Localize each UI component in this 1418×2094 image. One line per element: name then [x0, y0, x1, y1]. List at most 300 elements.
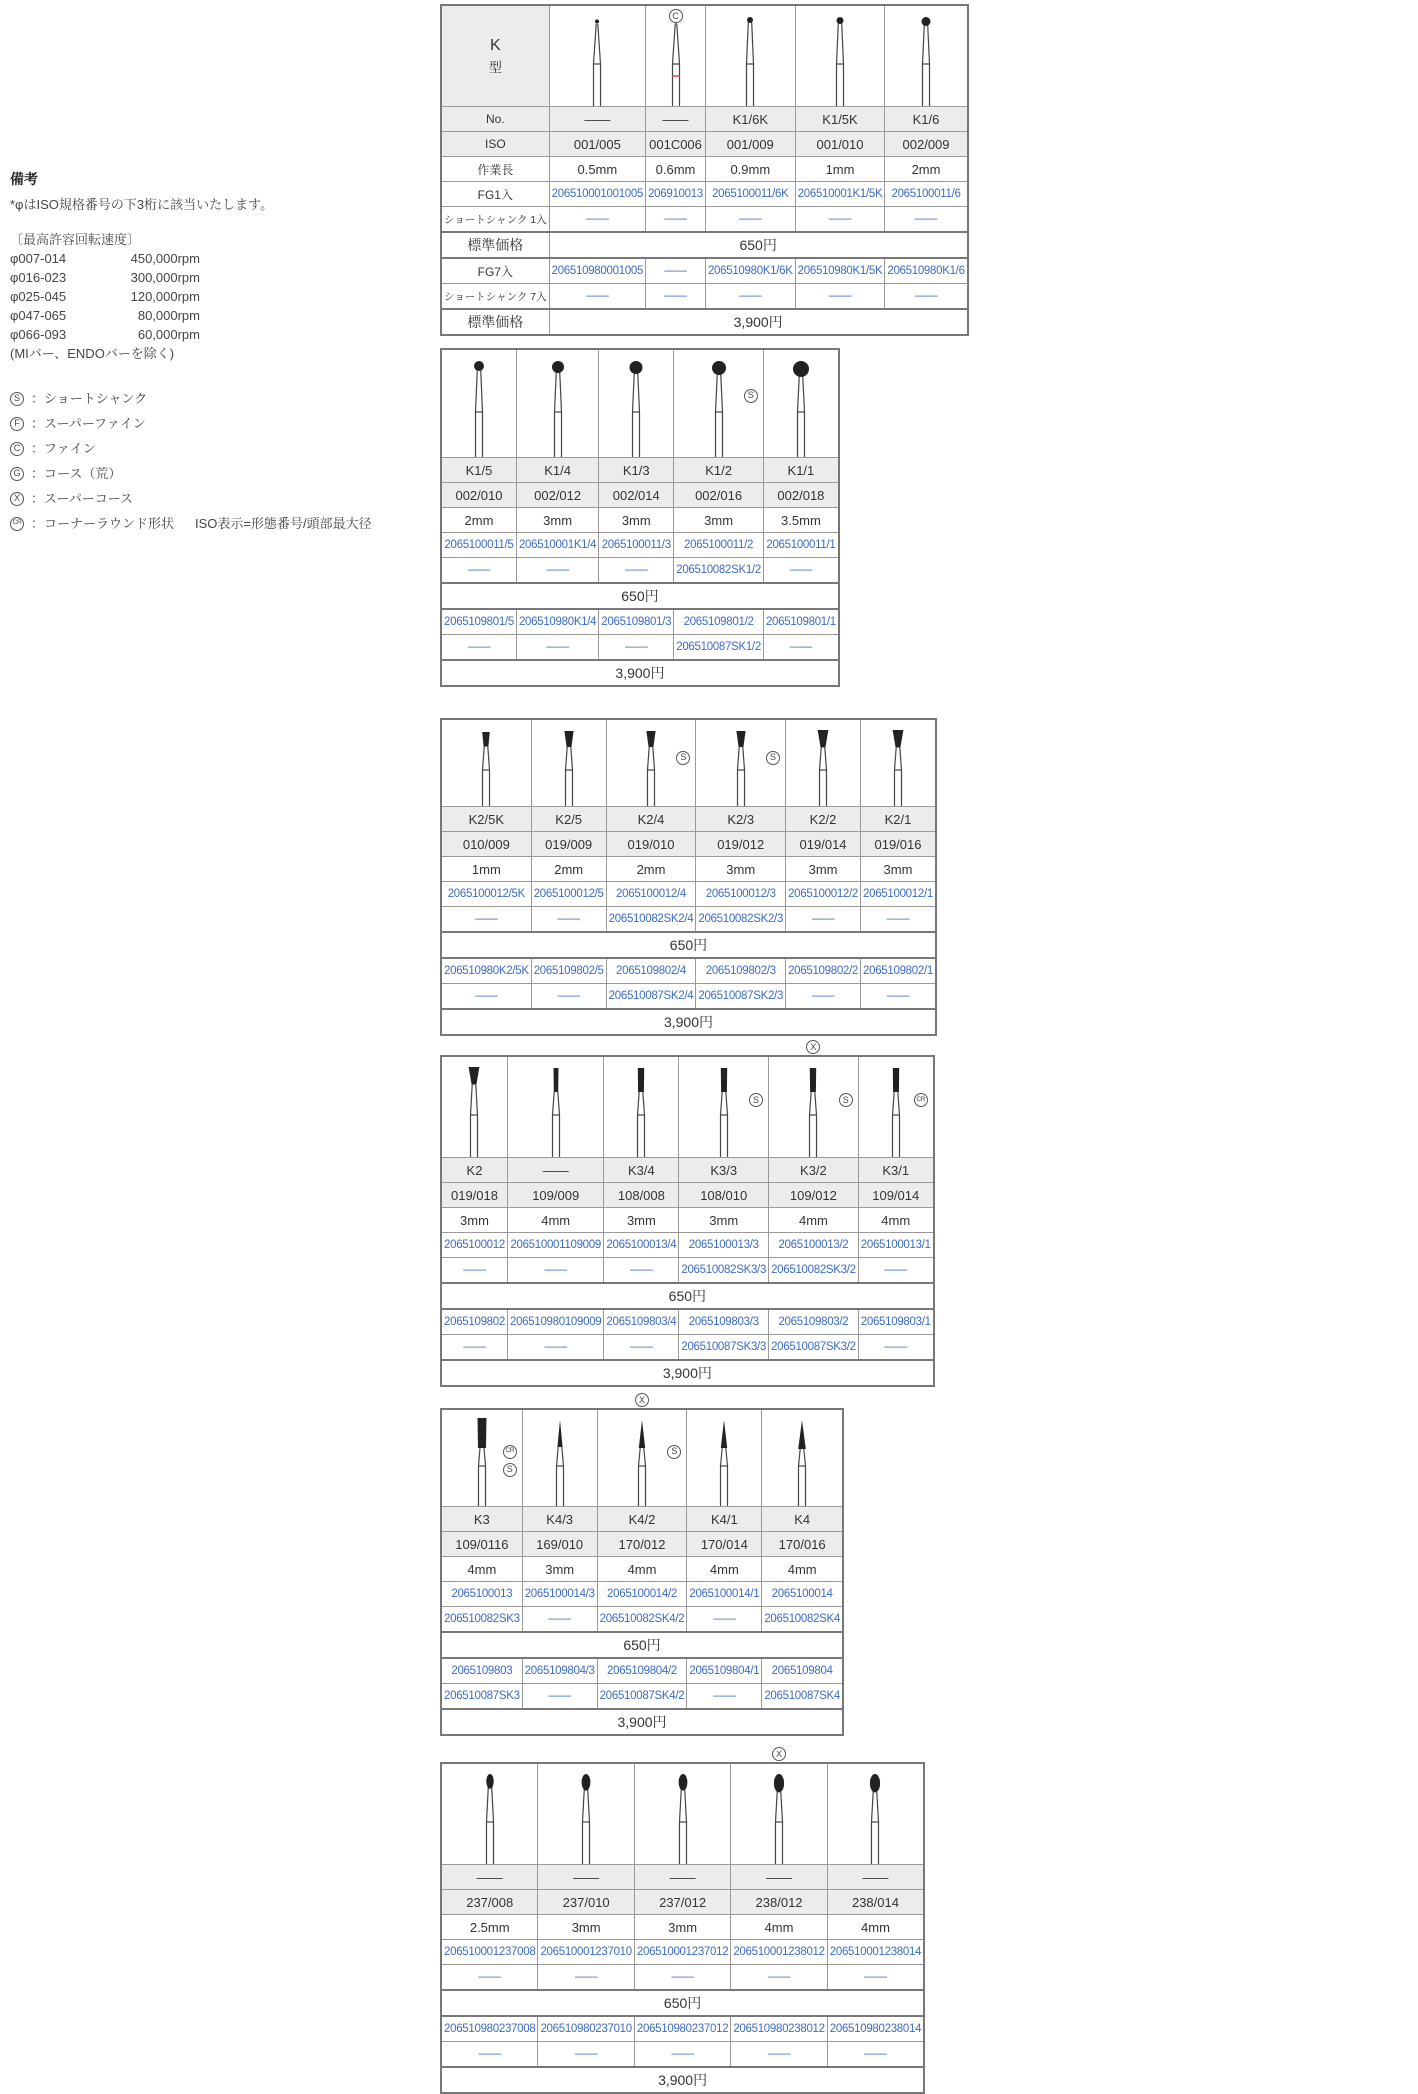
- iso-cell: 010/009: [441, 832, 531, 857]
- sk7-code-cell: 206510087SK1/2: [674, 635, 764, 661]
- len-cell: 4mm: [858, 1208, 933, 1233]
- no-cell: K1/5K: [795, 107, 885, 132]
- fg7-code-cell: 206510980109009: [507, 1309, 603, 1335]
- circle-s-icon: S: [744, 389, 758, 403]
- fg1-code-cell: 2065100011/6: [885, 182, 968, 207]
- no-row: [441, 107, 968, 132]
- sk7-code-cell: ——: [604, 1335, 679, 1361]
- bur-icon: [538, 1764, 633, 1864]
- bur-icon: [706, 6, 795, 106]
- fg1-code-cell: 2065100012/1: [861, 882, 936, 907]
- sk1-code-cell: ——: [522, 1607, 597, 1633]
- sk1-code-cell: 206510082SK3/3: [679, 1258, 769, 1284]
- fg7-code-cell: 206510980237012: [634, 2016, 730, 2042]
- sk1-code-cell: ——: [705, 207, 795, 233]
- price-cell: 3,900円: [441, 1709, 843, 1735]
- bur-illustration-cell: [674, 349, 764, 458]
- price-row: [441, 1283, 934, 1309]
- bur-illustration-cell: [549, 5, 645, 107]
- fg1-code-cell: 2065100012/3: [696, 882, 786, 907]
- fg1-code-cell: 2065100012/5: [531, 882, 606, 907]
- speed-range: φ066-093: [10, 327, 67, 342]
- bur-illustration-cell: [679, 1056, 769, 1158]
- len-cell: 1mm: [795, 157, 885, 182]
- sk7-code-cell: 206510087SK3/3: [679, 1335, 769, 1361]
- sk1-code-cell: ——: [516, 558, 598, 584]
- len-cell: 4mm: [597, 1557, 687, 1582]
- remarks-title: 備考: [10, 171, 38, 187]
- sk1-code-cell: 206510082SK2/3: [696, 907, 786, 933]
- len-cell: 3mm: [861, 857, 936, 882]
- circle-g-icon: G: [10, 467, 24, 481]
- bur-illustration-cell: [885, 5, 968, 107]
- illustration-row: [441, 719, 936, 807]
- fg7-code-cell: ——: [646, 258, 706, 284]
- no-cell: K2/4: [606, 807, 696, 832]
- sk7-code-cell: ——: [795, 284, 885, 310]
- bur-illustration-cell: [861, 719, 936, 807]
- product-table-4: [440, 1041, 935, 1387]
- sk7-row: [441, 2042, 924, 2068]
- sk1-code-cell: ——: [604, 1258, 679, 1284]
- fg1-code-cell: 2065100011/3: [599, 533, 674, 558]
- len-cell: 3mm: [786, 857, 861, 882]
- fg7-code-cell: 2065109804/2: [597, 1658, 687, 1684]
- sk7-code-cell: ——: [687, 1684, 762, 1710]
- fg1-code-cell: 206510001238012: [731, 1940, 827, 1965]
- fg1-row: [441, 182, 968, 207]
- circle-cr-icon: CR: [10, 517, 24, 531]
- product-table-6: [440, 1748, 925, 2094]
- bur-illustration-cell: [441, 719, 531, 807]
- price-row: [441, 1632, 843, 1658]
- len-cell: 3.5mm: [763, 508, 838, 533]
- len-cell: 3mm: [679, 1208, 769, 1233]
- sk1-code-cell: ——: [786, 907, 861, 933]
- no-cell: K3/3: [679, 1158, 769, 1183]
- fg1-code-cell: 206510001237008: [441, 1940, 538, 1965]
- iso-cell: 108/008: [604, 1183, 679, 1208]
- iso-cell: 019/018: [441, 1183, 507, 1208]
- len-cell: 3mm: [674, 508, 764, 533]
- fg7-code-cell: 2065109801/5: [441, 609, 516, 635]
- bur-icon: [796, 6, 885, 106]
- fg7-code-cell: 2065109801/2: [674, 609, 764, 635]
- circle-s-icon: S: [839, 1093, 853, 1107]
- iso-cell: 001/009: [705, 132, 795, 157]
- bur-icon: [532, 720, 606, 806]
- price-cell: 650円: [549, 232, 968, 258]
- no-cell: ——: [827, 1865, 924, 1890]
- sk1-code-cell: 206510082SK4/2: [597, 1607, 687, 1633]
- grit-symbols: [766, 751, 780, 765]
- bur-illustration-cell: [531, 719, 606, 807]
- fg1-code-cell: 2065100012/4: [606, 882, 696, 907]
- iso-row: [441, 1890, 924, 1915]
- no-cell: K4/1: [687, 1507, 762, 1532]
- sk1-code-cell: ——: [441, 907, 531, 933]
- bur-illustration-cell: [522, 1409, 597, 1507]
- legend-text: ：スーパーファイン: [31, 416, 146, 431]
- circle-s-icon: S: [10, 392, 24, 406]
- bur-icon: [604, 1057, 678, 1157]
- bur-illustration-cell: [599, 349, 674, 458]
- sk7-row: [441, 284, 968, 310]
- fg7-code-cell: 206510980K1/6: [885, 258, 968, 284]
- bur-illustration-cell: [646, 5, 706, 107]
- sk7-code-cell: 206510087SK4/2: [597, 1684, 687, 1710]
- sk1-code-cell: ——: [441, 558, 516, 584]
- product-table-1: [440, 4, 969, 336]
- iso-cell: 238/014: [827, 1890, 924, 1915]
- bur-icon: [859, 1057, 933, 1157]
- sk7-code-cell: ——: [441, 2042, 538, 2068]
- iso-cell: 001C006: [646, 132, 706, 157]
- bur-illustration-cell: [827, 1763, 924, 1865]
- circle-cr-icon: CR: [914, 1093, 928, 1107]
- remarks-note: *φはISO規格番号の下3桁に該当いたします。: [10, 197, 274, 212]
- sk1-code-cell: ——: [763, 558, 838, 584]
- grit-symbols: [749, 1093, 763, 1107]
- len-row: [441, 857, 936, 882]
- circle-s-icon: S: [667, 1445, 681, 1459]
- sk7-row: [441, 1335, 934, 1361]
- sk1-code-cell: ——: [507, 1258, 603, 1284]
- bur-illustration-cell: [441, 1409, 522, 1507]
- circle-x-icon: X: [10, 492, 24, 506]
- sk7-code-cell: ——: [516, 635, 598, 661]
- speed-range: φ047-065: [10, 308, 67, 323]
- no-cell: K2/3: [696, 807, 786, 832]
- fg7-row: [441, 609, 839, 635]
- speed-line: [10, 249, 435, 268]
- sk1-code-cell: 206510082SK1/2: [674, 558, 764, 584]
- sk7-code-cell: ——: [786, 984, 861, 1010]
- legend-text: ：スーパーコース: [31, 491, 134, 506]
- price-cell: 650円: [441, 1632, 843, 1658]
- iso-cell: 238/012: [731, 1890, 827, 1915]
- sk7-row: [441, 984, 936, 1010]
- fg7-code-cell: 206510980237008: [441, 2016, 538, 2042]
- price-row: [441, 1009, 936, 1035]
- sk1-row: [441, 558, 839, 584]
- circle-x-icon: X: [806, 1040, 820, 1054]
- fg7-code-cell: 206510980K1/5K: [795, 258, 885, 284]
- sk1-code-cell: ——: [538, 1965, 634, 1991]
- bur-illustration-cell: [538, 1763, 634, 1865]
- speed-range: φ016-023: [10, 270, 67, 285]
- len-cell: 3mm: [441, 1208, 507, 1233]
- no-cell: K2/5: [531, 807, 606, 832]
- no-cell: K2/1: [861, 807, 936, 832]
- iso-cell: 170/012: [597, 1532, 687, 1557]
- bur-illustration-cell: [441, 1763, 538, 1865]
- len-cell: 2mm: [606, 857, 696, 882]
- price-cell: 3,900円: [441, 1360, 934, 1386]
- iso-cell: 001/005: [549, 132, 645, 157]
- fg1-code-cell: 2065100012: [441, 1233, 507, 1258]
- circle-c-icon: C: [669, 9, 683, 23]
- bur-illustration-cell: [441, 1056, 507, 1158]
- row-label-fg1: FG1入: [441, 182, 549, 207]
- sk1-code-cell: 206510082SK2/4: [606, 907, 696, 933]
- no-cell: K3/1: [858, 1158, 933, 1183]
- fg7-row: [441, 1309, 934, 1335]
- fg1-code-cell: 2065100012/5K: [441, 882, 531, 907]
- speed-rpm: 120,000rpm: [130, 289, 200, 304]
- fg7-code-cell: 2065109802/3: [696, 958, 786, 984]
- price-row: [441, 583, 839, 609]
- sk1-code-cell: ——: [549, 207, 645, 233]
- bur-illustration-cell: [441, 349, 516, 458]
- sk7-code-cell: ——: [885, 284, 968, 310]
- no-row: [441, 1865, 924, 1890]
- speed-rpm: 450,000rpm: [130, 251, 200, 266]
- no-cell: K1/4: [516, 458, 598, 483]
- legend-line: [10, 489, 435, 508]
- sk7-code-cell: 206510087SK2/4: [606, 984, 696, 1010]
- sk7-code-cell: ——: [827, 2042, 924, 2068]
- fg7-row: [441, 1658, 843, 1684]
- fg1-row: [441, 882, 936, 907]
- no-cell: K1/2: [674, 458, 764, 483]
- iso-cell: 019/016: [861, 832, 936, 857]
- legend-text: ：ショートシャンク: [31, 391, 148, 406]
- sk1-row: [441, 1965, 924, 1991]
- bur-icon: [442, 720, 531, 806]
- len-cell: 3mm: [538, 1915, 634, 1940]
- sk7-code-cell: ——: [646, 284, 706, 310]
- bur-icon: [635, 1764, 730, 1864]
- sk7-code-cell: ——: [441, 635, 516, 661]
- sk7-code-cell: ——: [705, 284, 795, 310]
- fg7-code-cell: 2065109802: [441, 1309, 507, 1335]
- len-cell: 3mm: [599, 508, 674, 533]
- bur-icon: [861, 720, 935, 806]
- iso-cell: 109/009: [507, 1183, 603, 1208]
- fg7-code-cell: 2065109803/4: [604, 1309, 679, 1335]
- circle-x-icon: X: [772, 1747, 786, 1761]
- iso-cell: 002/016: [674, 483, 764, 508]
- speed-line: [10, 287, 435, 306]
- fg1-code-cell: 2065100013/2: [769, 1233, 859, 1258]
- no-cell: K2/5K: [441, 807, 531, 832]
- bur-illustration-cell: [786, 719, 861, 807]
- iso-cell: 170/016: [762, 1532, 843, 1557]
- grit-symbols: [744, 389, 758, 403]
- fg1-code-cell: 2065100014: [762, 1582, 843, 1607]
- no-cell: K1/3: [599, 458, 674, 483]
- fg1-row: [441, 1582, 843, 1607]
- row-label-iso: ISO: [441, 132, 549, 157]
- fg7-code-cell: 2065109803/3: [679, 1309, 769, 1335]
- sk7-code-cell: ——: [861, 984, 936, 1010]
- fg7-code-cell: 206510980K2/5K: [441, 958, 531, 984]
- row-label-no: No.: [441, 107, 549, 132]
- bur-illustration-cell: [606, 719, 696, 807]
- sk1-code-cell: ——: [861, 907, 936, 933]
- no-row: [441, 807, 936, 832]
- circle-c-icon: C: [10, 442, 24, 456]
- fg7-code-cell: 2065109803/1: [858, 1309, 933, 1335]
- grit-legend: [10, 389, 435, 533]
- bur-icon: [517, 350, 598, 457]
- bur-icon: [599, 350, 673, 457]
- fg1-code-cell: 2065100014/2: [597, 1582, 687, 1607]
- no-cell: ——: [731, 1865, 827, 1890]
- price-cell: 650円: [441, 583, 839, 609]
- sk1-code-cell: ——: [441, 1258, 507, 1284]
- price-cell: 3,900円: [441, 1009, 936, 1035]
- speed-line: [10, 268, 435, 287]
- len-cell: 3mm: [604, 1208, 679, 1233]
- bur-illustration-cell: [769, 1041, 859, 1158]
- fg1-code-cell: 2065100011/1: [763, 533, 838, 558]
- legend-text: ：コーナーラウンド形状: [31, 516, 175, 531]
- bur-icon: [762, 1410, 842, 1506]
- price-row: [441, 232, 968, 258]
- iso-cell: 109/0116: [441, 1532, 522, 1557]
- fg1-row: [441, 533, 839, 558]
- speed-rpm: 60,000rpm: [137, 327, 200, 342]
- bur-illustration-cell: [516, 349, 598, 458]
- product-table-5: [440, 1394, 844, 1736]
- fg1-code-cell: 2065100014/3: [522, 1582, 597, 1607]
- fg7-code-cell: 206510980237010: [538, 2016, 634, 2042]
- bur-icon: [523, 1410, 597, 1506]
- sk7-code-cell: ——: [441, 984, 531, 1010]
- no-cell: K3/4: [604, 1158, 679, 1183]
- sk1-code-cell: ——: [599, 558, 674, 584]
- sk7-code-cell: ——: [441, 1335, 507, 1361]
- len-cell: 4mm: [687, 1557, 762, 1582]
- notes-sidebar: [10, 170, 435, 539]
- sk1-code-cell: ——: [858, 1258, 933, 1284]
- price-row: [441, 1990, 924, 2016]
- price-row: [441, 660, 839, 686]
- price-row: [441, 932, 936, 958]
- bur-illustration-cell: [705, 5, 795, 107]
- sk1-code-cell: 206510082SK4: [762, 1607, 843, 1633]
- iso-cell: 237/012: [634, 1890, 730, 1915]
- fg7-code-cell: 2065109803/2: [769, 1309, 859, 1335]
- bur-icon: [764, 350, 838, 457]
- bur-icon: [442, 1764, 537, 1864]
- fg1-code-cell: 2065100013/4: [604, 1233, 679, 1258]
- sk1-row: [441, 907, 936, 933]
- len-cell: 4mm: [507, 1208, 603, 1233]
- circle-f-icon: F: [10, 417, 24, 431]
- sk1-row: [441, 207, 968, 233]
- sk1-row: [441, 1258, 934, 1284]
- legend-line: [10, 439, 435, 458]
- len-cell: 2.5mm: [441, 1915, 538, 1940]
- speed-line: [10, 306, 435, 325]
- fg1-code-cell: 206510001001005: [549, 182, 645, 207]
- sk1-code-cell: ——: [885, 207, 968, 233]
- row-label-price: 標準価格: [441, 309, 549, 335]
- sk7-code-cell: ——: [731, 2042, 827, 2068]
- product-table-3: [440, 718, 937, 1036]
- bur-icon: [731, 1764, 826, 1864]
- price-row: [441, 2067, 924, 2093]
- no-cell: K1/6: [885, 107, 968, 132]
- no-cell: K1/6K: [705, 107, 795, 132]
- len-cell: 3mm: [634, 1915, 730, 1940]
- fg7-code-cell: 206510980K1/4: [516, 609, 598, 635]
- speed-rpm: 80,000rpm: [137, 308, 200, 323]
- speed-line: [10, 325, 435, 344]
- no-cell: K2: [441, 1158, 507, 1183]
- legend-extra-text: ISO表示=形態番号/頭部最大径: [195, 516, 372, 531]
- product-table-2: [440, 348, 840, 687]
- no-cell: ——: [538, 1865, 634, 1890]
- bur-illustration-cell: [763, 349, 838, 458]
- sk7-code-cell: ——: [538, 2042, 634, 2068]
- price-cell: 650円: [441, 1283, 934, 1309]
- iso-cell: 002/014: [599, 483, 674, 508]
- fg1-code-cell: 2065100013: [441, 1582, 522, 1607]
- price-cell: 3,900円: [441, 660, 839, 686]
- sk1-code-cell: ——: [646, 207, 706, 233]
- price-cell: 650円: [441, 1990, 924, 2016]
- legend-line: [10, 464, 435, 483]
- circle-s-icon: S: [676, 751, 690, 765]
- sk7-code-cell: 206510087SK2/3: [696, 984, 786, 1010]
- legend-text: ：コース（荒）: [31, 466, 122, 481]
- sk7-code-cell: ——: [634, 2042, 730, 2068]
- len-cell: 4mm: [441, 1557, 522, 1582]
- iso-cell: 170/014: [687, 1532, 762, 1557]
- iso-cell: 019/014: [786, 832, 861, 857]
- len-cell: 4mm: [762, 1557, 843, 1582]
- fg1-code-cell: 206510001238014: [827, 1940, 924, 1965]
- no-cell: K1/5: [441, 458, 516, 483]
- fg7-code-cell: 2065109802/2: [786, 958, 861, 984]
- row-label-price: 標準価格: [441, 232, 549, 258]
- sk7-row: [441, 635, 839, 661]
- sk7-code-cell: ——: [763, 635, 838, 661]
- fg7-code-cell: 2065109804: [762, 1658, 843, 1684]
- grit-symbols: [676, 751, 690, 765]
- circle-s-icon: S: [503, 1463, 517, 1477]
- legend-line: [10, 514, 435, 533]
- row-label-fg7: FG7入: [441, 258, 549, 284]
- circle-s-icon: S: [766, 751, 780, 765]
- sk1-code-cell: ——: [634, 1965, 730, 1991]
- bur-illustration-cell: [687, 1409, 762, 1507]
- fg7-row: [441, 958, 936, 984]
- bur-icon: [442, 350, 516, 457]
- sk7-code-cell: 206510087SK3/2: [769, 1335, 859, 1361]
- no-cell: ——: [634, 1865, 730, 1890]
- fg1-code-cell: 206510001109009: [507, 1233, 603, 1258]
- fg7-code-cell: 2065109802/1: [861, 958, 936, 984]
- price-row: [441, 1709, 843, 1735]
- fg7-code-cell: 2065109801/3: [599, 609, 674, 635]
- len-row: [441, 1915, 924, 1940]
- fg7-code-cell: 206510980238014: [827, 2016, 924, 2042]
- fg1-code-cell: 206910013: [646, 182, 706, 207]
- illustration-row: [441, 1763, 924, 1865]
- iso-row: [441, 483, 839, 508]
- iso-row: [441, 1532, 843, 1557]
- sk7-code-cell: ——: [522, 1684, 597, 1710]
- sk7-code-cell: ——: [858, 1335, 933, 1361]
- no-cell: ——: [441, 1865, 538, 1890]
- fg7-code-cell: 2065109801/1: [763, 609, 838, 635]
- fg1-code-cell: 206510001237012: [634, 1940, 730, 1965]
